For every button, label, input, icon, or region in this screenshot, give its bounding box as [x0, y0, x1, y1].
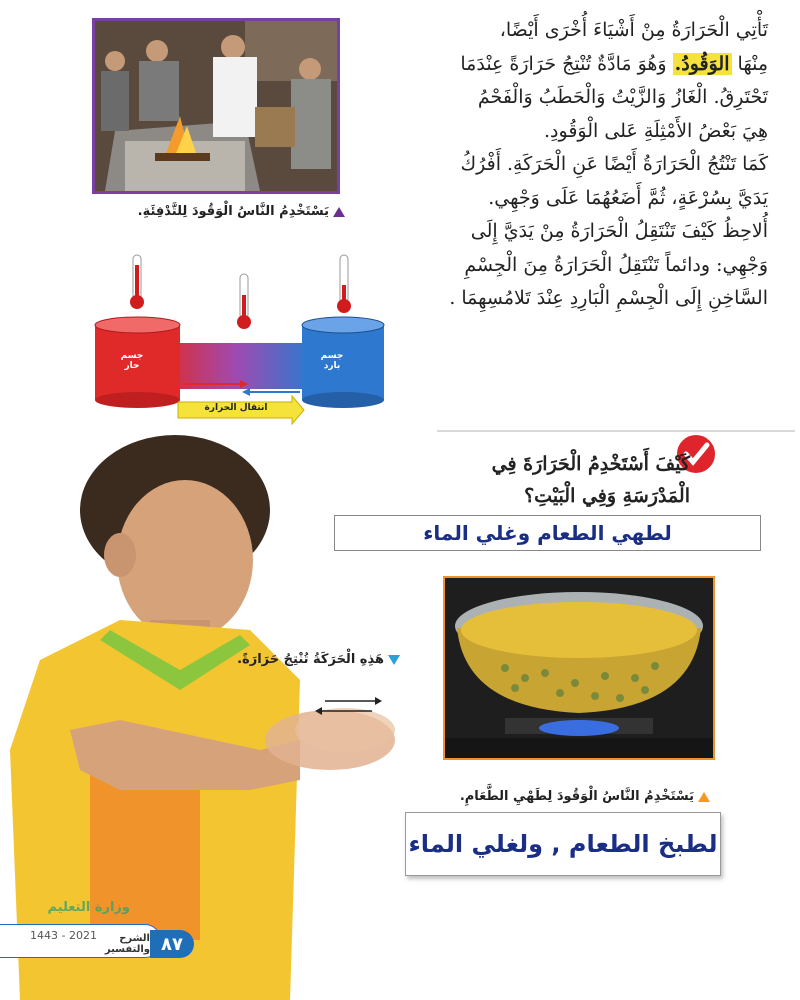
ministry-watermark: وزارة التعليم — [47, 900, 130, 915]
page-number: ٨٧ — [150, 930, 194, 958]
section-divider — [437, 430, 795, 432]
para-line: مِنْهَا الوَقُودُ. وَهُوَ مَادَّةٌ تُنْتِجُ حَرَارَةً عِنْدَمَا — [460, 52, 768, 75]
para-line: السَّاخِنِ إِلَى الْجِسْمِ الْبَارِدِ عِنْدَ تَلامُسِهِمَا . — [449, 287, 768, 309]
para-line: أُلاحِظُ كَيْفَ تَنْتَقِلُ الْحَرَارَةُ مِنْ يَدَيَّ إِلَى — [470, 220, 768, 242]
fire-photo — [92, 18, 340, 194]
heat-transfer-diagram — [90, 250, 390, 425]
triangle-marker-icon — [698, 792, 710, 802]
heat-transfer-label: انتقال الحرارة — [204, 403, 268, 413]
answer-box-1[interactable]: لطهي الطعام وغلي الماء — [334, 515, 761, 551]
footer-section-label: الشرح والتفسير — [104, 933, 150, 955]
cooking-caption: يَسْتَخْدِمُ النَّاسُ الْوَقُودَ لِطَهْيِ الطَّعَامِ. — [445, 789, 710, 804]
fire-caption: يَسْتَخْدِمُ النَّاسُ الْوَقُودَ لِلتَّدْفِئَةِ. — [110, 204, 345, 219]
medium-thermometer-icon — [237, 274, 251, 329]
cold-object-label: جسم بارد — [320, 351, 344, 371]
para-line: هِيَ بَعْضُ الأَمْثِلَةِ عَلى الْوَقُودِ. — [544, 119, 768, 142]
answer-box-2[interactable]: لطبخ الطعام , ولغلي الماء — [405, 812, 721, 876]
cooking-pot-illustration — [445, 578, 713, 758]
motion-caption: هَذِهِ الْحَرَكَةُ تُنْتِجُ حَرَارَةً. — [205, 652, 400, 667]
para-line: وَجْهِي: ودائماً تَنْتَقِلُ الْحَرَارَةُ مِنَ الْجِسْمِ — [464, 253, 768, 276]
question-line: كَيْفَ أَسْتَخْدِمُ الْحَرَارَةَ فِي — [491, 453, 690, 475]
para-line: كَمَا تَنْتُجُ الْحَرَارَةُ أَيْضًا عَنِ الْحَرَكَةِ. أَفْرُكُ — [460, 153, 768, 175]
triangle-marker-icon — [388, 655, 400, 665]
triangle-marker-icon — [333, 207, 345, 217]
question-line: الْمَدْرَسَةِ وَفِي الْبَيْتِ؟ — [524, 485, 690, 507]
cooking-photo — [443, 576, 715, 760]
para-line: يَدَيَّ بِسُرْعَةٍ، ثُمَّ أَضَعُهُمَا عَلَى وَجْهِي. — [488, 186, 768, 209]
hot-thermometer-icon — [130, 255, 144, 309]
body-paragraph — [388, 14, 768, 316]
para-line: تَحْتَرِقُ. الْغَازُ وَالزَّيْتُ وَالْحَطَبُ وَالْفَحْمُ — [477, 86, 768, 108]
para-line: تَأْتِي الْحَرَارَةُ مِنْ أَشْيَاءَ أُخْرَى أَيْضًا، — [499, 19, 768, 41]
footer-year: 1443 - 2021 — [30, 929, 97, 942]
cold-thermometer-icon — [337, 255, 351, 313]
fuel-keyword: الوَقُودُ. — [674, 52, 730, 75]
hot-object-label: جسم حار — [120, 351, 144, 371]
fire-scene-illustration — [95, 21, 337, 191]
review-question — [390, 448, 690, 512]
